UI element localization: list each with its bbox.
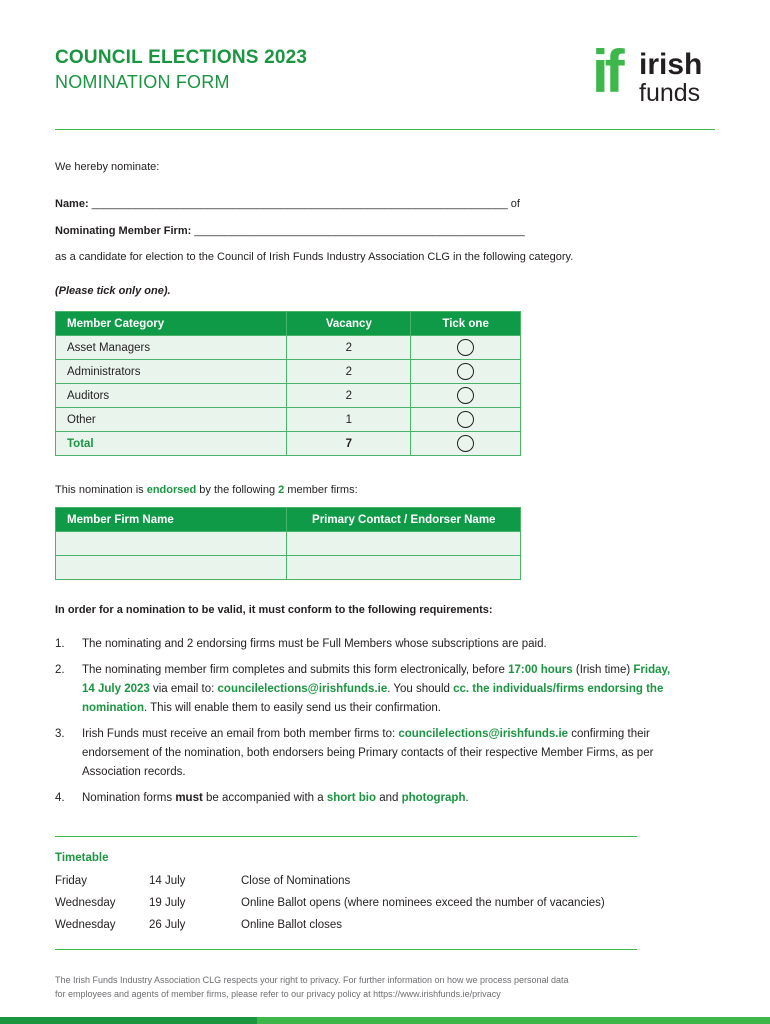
candidate-text: as a candidate for election to the Council of Irish Funds Industry Association CLG in the following category. — [55, 251, 574, 263]
table-row — [56, 532, 521, 556]
timetable-date: 26 July — [149, 919, 186, 931]
endorser-table-header — [56, 508, 521, 532]
timetable-heading: Timetable — [55, 852, 109, 864]
column-header: Member Firm Name — [56, 508, 287, 532]
timetable-date: 19 July — [149, 897, 186, 909]
name-field[interactable]: ____________________________________________________________________ — [91, 198, 508, 210]
firm-field[interactable]: ______________________________________________________ — [194, 225, 525, 237]
column-header: Vacancy — [287, 312, 411, 336]
endorsed-word: endorsed — [146, 484, 197, 496]
requirement-text-part: (Irish time) — [572, 664, 634, 676]
requirement-text-part: . This will enable them to easily send us their confirmation. — [143, 702, 441, 714]
timetable-row — [55, 919, 605, 941]
requirement-text-part: via email to: — [149, 683, 218, 695]
requirement-text-part: . — [465, 792, 469, 804]
timetable-day: Wednesday — [55, 919, 116, 931]
table-row — [56, 336, 521, 360]
footer-bar-dark — [0, 1017, 257, 1024]
table-row — [56, 408, 521, 432]
timetable-divider-bottom — [55, 949, 637, 950]
requirements-heading: In order for a nomination to be valid, it must conform to the following requirements: — [55, 604, 493, 616]
timetable-divider-top — [55, 836, 637, 837]
category-cell: Other — [56, 408, 287, 432]
header — [55, 47, 307, 93]
tick-circle[interactable] — [457, 339, 474, 356]
requirement-text — [82, 725, 675, 782]
name-line — [55, 198, 520, 210]
privacy-line: for employees and agents of member firms, please refer to our privacy policy at https://www.irishfunds.ie/privacy — [55, 989, 501, 999]
total-vacancy: 7 — [287, 432, 411, 456]
requirement-number: 1. — [55, 638, 65, 650]
tick-cell — [411, 432, 521, 456]
endorser-table — [55, 507, 521, 580]
vacancy-cell: 2 — [287, 360, 411, 384]
timetable-event: Close of Nominations — [241, 875, 351, 887]
requirement-text — [82, 661, 675, 718]
irish-funds-logo — [592, 38, 717, 110]
contact-name-cell[interactable] — [287, 532, 521, 556]
tick-cell — [411, 336, 521, 360]
requirement-item — [55, 725, 675, 782]
tick-circle[interactable] — [457, 435, 474, 452]
timetable-date: 14 July — [149, 875, 186, 887]
category-cell: Auditors — [56, 384, 287, 408]
requirement-text-part: confirming their endorsement of the nomination, both endorsers being Primary contacts of their respective Member Firms, as per Association records. — [82, 728, 654, 778]
footer-bar — [0, 1017, 770, 1024]
tick-instruction: (Please tick only one). — [55, 285, 171, 297]
logo-word-irish: irish — [639, 48, 703, 81]
logo-word-funds: funds — [639, 79, 701, 107]
total-label: Total — [56, 432, 287, 456]
firm-name-cell[interactable] — [56, 556, 287, 580]
endorsement-text — [55, 484, 358, 496]
requirement-text — [82, 635, 547, 654]
timetable-row — [55, 875, 605, 897]
intro-text: We hereby nominate: — [55, 161, 160, 173]
requirement-item — [55, 789, 675, 808]
requirement-text-part: be accompanied with a — [202, 792, 327, 804]
requirement-item — [55, 661, 675, 718]
requirement-text-part: 17:00 hours — [508, 664, 573, 676]
requirement-text-part: The nominating member firm completes and submits this form electronically, before — [82, 664, 509, 676]
name-suffix: of — [510, 198, 520, 210]
contact-name-cell[interactable] — [287, 556, 521, 580]
endorsement-text-part: by the following — [196, 484, 279, 496]
requirement-text-part: Irish Funds must receive an email from both member firms to: — [82, 728, 399, 740]
header-divider — [55, 129, 715, 130]
footer-bar-light — [257, 1017, 770, 1024]
timetable-day: Friday — [55, 875, 87, 887]
timetable-event: Online Ballot opens (where nominees exceed the number of vacancies) — [241, 897, 605, 909]
table-row — [56, 360, 521, 384]
firm-name-cell[interactable] — [56, 532, 287, 556]
endorsement-text-part: This nomination is — [55, 484, 147, 496]
requirement-text-part: Nomination forms — [82, 792, 176, 804]
requirement-text-part: must — [175, 792, 203, 804]
endorser-count: 2 — [278, 484, 285, 496]
firm-line — [55, 225, 525, 237]
timetable-event: Online Ballot closes — [241, 919, 342, 931]
logo-mark: if — [592, 38, 621, 105]
total-row — [56, 432, 521, 456]
privacy-notice — [55, 973, 569, 1001]
tick-cell — [411, 360, 521, 384]
page-title: COUNCIL ELECTIONS 2023 — [55, 47, 308, 68]
timetable-row — [55, 897, 605, 919]
requirement-text-part: photograph — [401, 792, 466, 804]
category-table — [55, 311, 521, 456]
privacy-line: The Irish Funds Industry Association CLG respects your right to privacy. For further information on how we process personal data — [55, 975, 569, 985]
requirement-text-part: Friday, 14 July 2023 — [82, 664, 671, 695]
requirement-text-part: councilelections@irishfunds.ie — [398, 728, 569, 740]
category-table-header — [56, 312, 521, 336]
table-row — [56, 556, 521, 580]
vacancy-cell: 2 — [287, 384, 411, 408]
name-label: Name: — [55, 198, 89, 210]
requirement-text-part: . You should — [387, 683, 454, 695]
requirement-number: 3. — [55, 728, 65, 740]
requirement-number: 2. — [55, 664, 65, 676]
page-subtitle: NOMINATION FORM — [55, 72, 230, 92]
requirement-text-part: short bio — [326, 792, 377, 804]
requirement-text-part: and — [376, 792, 402, 804]
endorsement-text-part: member firms: — [284, 484, 358, 496]
table-row — [56, 384, 521, 408]
category-cell: Administrators — [56, 360, 287, 384]
tick-circle[interactable] — [457, 387, 474, 404]
requirement-item — [55, 635, 675, 654]
category-cell: Asset Managers — [56, 336, 287, 360]
requirements-list — [55, 635, 675, 815]
vacancy-cell: 2 — [287, 336, 411, 360]
column-header: Primary Contact / Endorser Name — [287, 508, 521, 532]
column-header: Member Category — [56, 312, 287, 336]
tick-cell — [411, 408, 521, 432]
tick-circle[interactable] — [457, 411, 474, 428]
requirement-text — [82, 789, 469, 808]
timetable — [55, 852, 605, 941]
requirement-text-part: cc. the individuals/firms endorsing the nomination — [82, 683, 664, 714]
requirement-text-part: The nominating and 2 endorsing firms must be Full Members whose subscriptions are paid. — [82, 638, 547, 650]
tick-cell — [411, 384, 521, 408]
vacancy-cell: 1 — [287, 408, 411, 432]
requirement-number: 4. — [55, 792, 65, 804]
timetable-day: Wednesday — [55, 897, 116, 909]
column-header: Tick one — [411, 312, 521, 336]
tick-circle[interactable] — [457, 363, 474, 380]
requirement-text-part: councilelections@irishfunds.ie — [217, 683, 388, 695]
firm-label: Nominating Member Firm: — [55, 225, 192, 237]
